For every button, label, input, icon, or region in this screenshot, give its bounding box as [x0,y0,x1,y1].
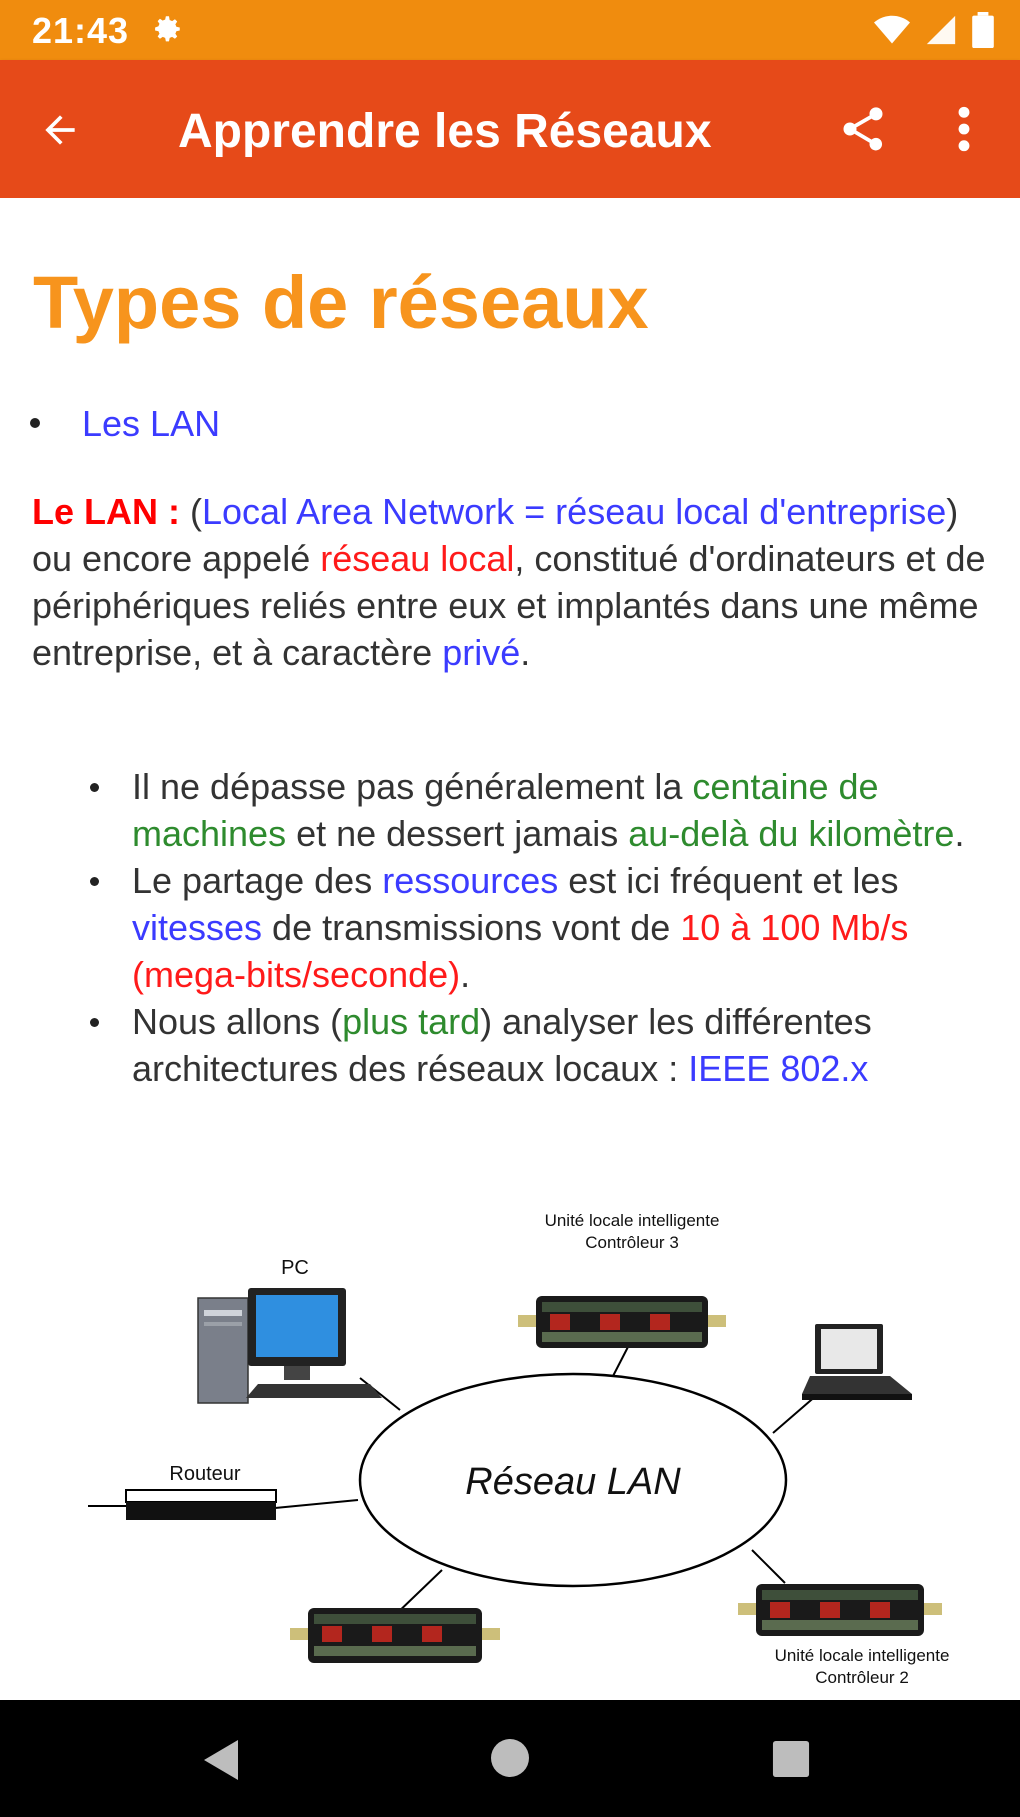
laptop-icon [802,1324,912,1400]
lan-label: Le LAN : [32,491,190,532]
lan-diagram [70,1198,990,1700]
lan-definition-paragraph: Le LAN : (Local Area Network = réseau local d'entreprise) ou encore appelé réseau local, constitué d'ordinateurs et de périphériques reliés entre eux et implantés dans une même entreprise, et à caractère privé. [32,491,986,673]
lan-features-list [90,763,990,1092]
system-nav-bar [0,1700,1020,1817]
link-router [275,1500,358,1508]
status-icons [874,12,994,48]
unit2-label-line2: Contrôleur 2 [815,1668,909,1687]
more-vert-icon [957,106,971,152]
page-title: Types de réseaux [33,261,649,344]
lan-term: réseau local [320,538,515,579]
more-options-button[interactable] [940,98,988,160]
pc-computer-icon [198,1288,382,1403]
list-item: Il ne dépasse pas généralement la centaine de machines et ne dessert jamais au-delà du kilomètre. [90,763,990,857]
router-label: Routeur [169,1463,241,1485]
share-icon [837,103,889,155]
nav-recent-icon[interactable] [772,1740,810,1778]
link-unit2 [752,1550,785,1583]
unit2-label-line1: Unité locale intelligente [774,1646,950,1665]
unit3-label-line1: Unité locale intelligente [544,1211,720,1230]
app-bar [0,60,1020,198]
battery-icon [972,12,994,48]
unit3-label-line2: Contrôleur 3 [585,1233,679,1252]
pc-label: PC [281,1257,309,1279]
status-time: 21:43 [32,10,130,51]
article-content[interactable] [0,198,1020,1700]
controller-unit-2-icon [738,1584,942,1636]
list-item [30,403,220,445]
signal-icon [924,13,958,47]
lan-center-label: Réseau LAN [465,1461,681,1503]
lan-link[interactable]: Les LAN [82,403,221,444]
controller-unit-1-icon [290,1608,500,1663]
private-term: privé [442,632,521,673]
bullet-dot [30,418,40,428]
status-bar [0,0,1020,60]
app-title: Apprendre les Réseaux [178,105,712,158]
list-item: Nous allons (plus tard) analyser les différentes architectures des réseaux locaux : IEEE 802.x [90,998,990,1092]
back-button[interactable] [30,100,90,160]
share-button[interactable] [832,98,894,160]
link-unit3 [612,1343,630,1378]
controller-unit-3-icon [518,1296,726,1348]
router-icon [88,1490,276,1520]
nav-home-icon[interactable] [490,1738,530,1778]
lan-expansion: Local Area Network = réseau local d'entreprise [202,491,947,532]
list-item: Le partage des ressources est ici fréquent et les vitesses de transmissions vont de 10 à 100 Mb/s (mega-bits/seconde). [90,857,990,998]
nav-back-icon[interactable] [202,1738,242,1782]
back-arrow-icon [38,108,82,152]
gear-icon [150,12,184,46]
wifi-icon [874,14,910,46]
